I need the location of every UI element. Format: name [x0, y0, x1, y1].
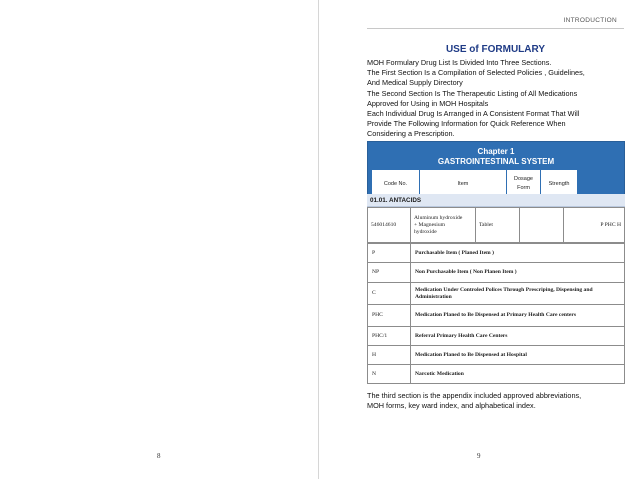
item-line: hydroxide	[414, 228, 437, 235]
legend-description: Medication Planed to Be Dispensed at Primary Health Care centers	[411, 305, 625, 327]
legend-code: NP	[368, 263, 411, 283]
table-row	[368, 305, 625, 327]
header-divider	[367, 28, 624, 29]
drug-code: 546014610	[368, 208, 411, 243]
chapter-number: Chapter 1	[477, 147, 515, 156]
page-title: USE of FORMULARY	[445, 44, 546, 55]
legend-code: C	[368, 283, 411, 305]
form-label: Form	[517, 185, 530, 191]
table-row	[368, 346, 625, 365]
legend-description: Non Purchasable Item ( Non Planen Item )	[411, 263, 625, 283]
legend-code: P	[368, 244, 411, 263]
legend-description: Narcotic Medication	[411, 365, 625, 384]
chapter-name: GASTROINTESTINAL SYSTEM	[437, 157, 555, 166]
legend-code: N	[368, 365, 411, 384]
intro-line: MOH Formulary Drug List Is Divided Into Three Sections.	[367, 58, 552, 67]
drug-strength	[520, 208, 564, 243]
outro-line: The third section is the appendix included approved abbreviations,	[367, 391, 582, 400]
drug-category: P PHC H	[564, 208, 625, 243]
right-page-number: 9	[477, 452, 481, 460]
table-row	[368, 365, 625, 384]
table-row	[368, 263, 625, 283]
intro-line: Considering a Prescription.	[367, 129, 455, 139]
dosage-label: Dosage	[514, 176, 533, 182]
chapter-title	[368, 147, 624, 167]
intro-line: Approved for Using in MOH Hospitals	[367, 98, 489, 108]
section-label: 01.01. ANTACIDS	[367, 194, 625, 207]
legend-description: Referral Primary Health Care Centers	[411, 327, 625, 346]
legend-code: PHC/1	[368, 327, 411, 346]
legend-code: PHC	[368, 305, 411, 327]
left-page-number: 8	[157, 452, 161, 460]
legend-description: Medication Under Controled Polices Through Prescriping, Dispensing and Administration	[411, 283, 625, 305]
intro-line: And Medical Supply Directory	[367, 78, 463, 88]
right-page	[319, 0, 638, 479]
intro-line: The Second Section Is The Therapeutic Listing of All Medications	[367, 88, 578, 98]
table-row	[368, 283, 625, 305]
item-line: + Magnesium	[414, 221, 445, 228]
column-header-code: Code No.	[372, 170, 419, 198]
drug-item	[411, 208, 476, 243]
outro-text	[367, 391, 632, 411]
column-header-strength: Strength	[541, 170, 577, 198]
table-row	[368, 208, 625, 243]
drug-form: Tablet	[476, 208, 520, 243]
table-row	[368, 244, 625, 263]
legend-description: Purchasable Item ( Planed Item )	[411, 244, 625, 263]
column-header-item: Item	[420, 170, 506, 198]
drug-table	[367, 207, 625, 243]
item-line: Aluminum hydroxide	[414, 214, 463, 221]
legend-table	[367, 243, 625, 384]
running-header: INTRODUCTION	[563, 17, 617, 24]
intro-text	[367, 58, 632, 140]
intro-line: Each Individual Drug Is Arranged in A Consistent Format That Will	[367, 109, 580, 119]
intro-line: Provide The Following Information for Quick Reference When	[367, 119, 566, 129]
table-row	[368, 327, 625, 346]
outro-line: MOH forms, key ward index, and alphabetical index.	[367, 401, 536, 411]
legend-code: H	[368, 346, 411, 365]
intro-line: The First Section Is a Compilation of Selected Policies , Guidelines,	[367, 68, 585, 78]
left-page	[0, 0, 318, 479]
legend-description: Medication Planed to Be Dispensed at Hospital	[411, 346, 625, 365]
